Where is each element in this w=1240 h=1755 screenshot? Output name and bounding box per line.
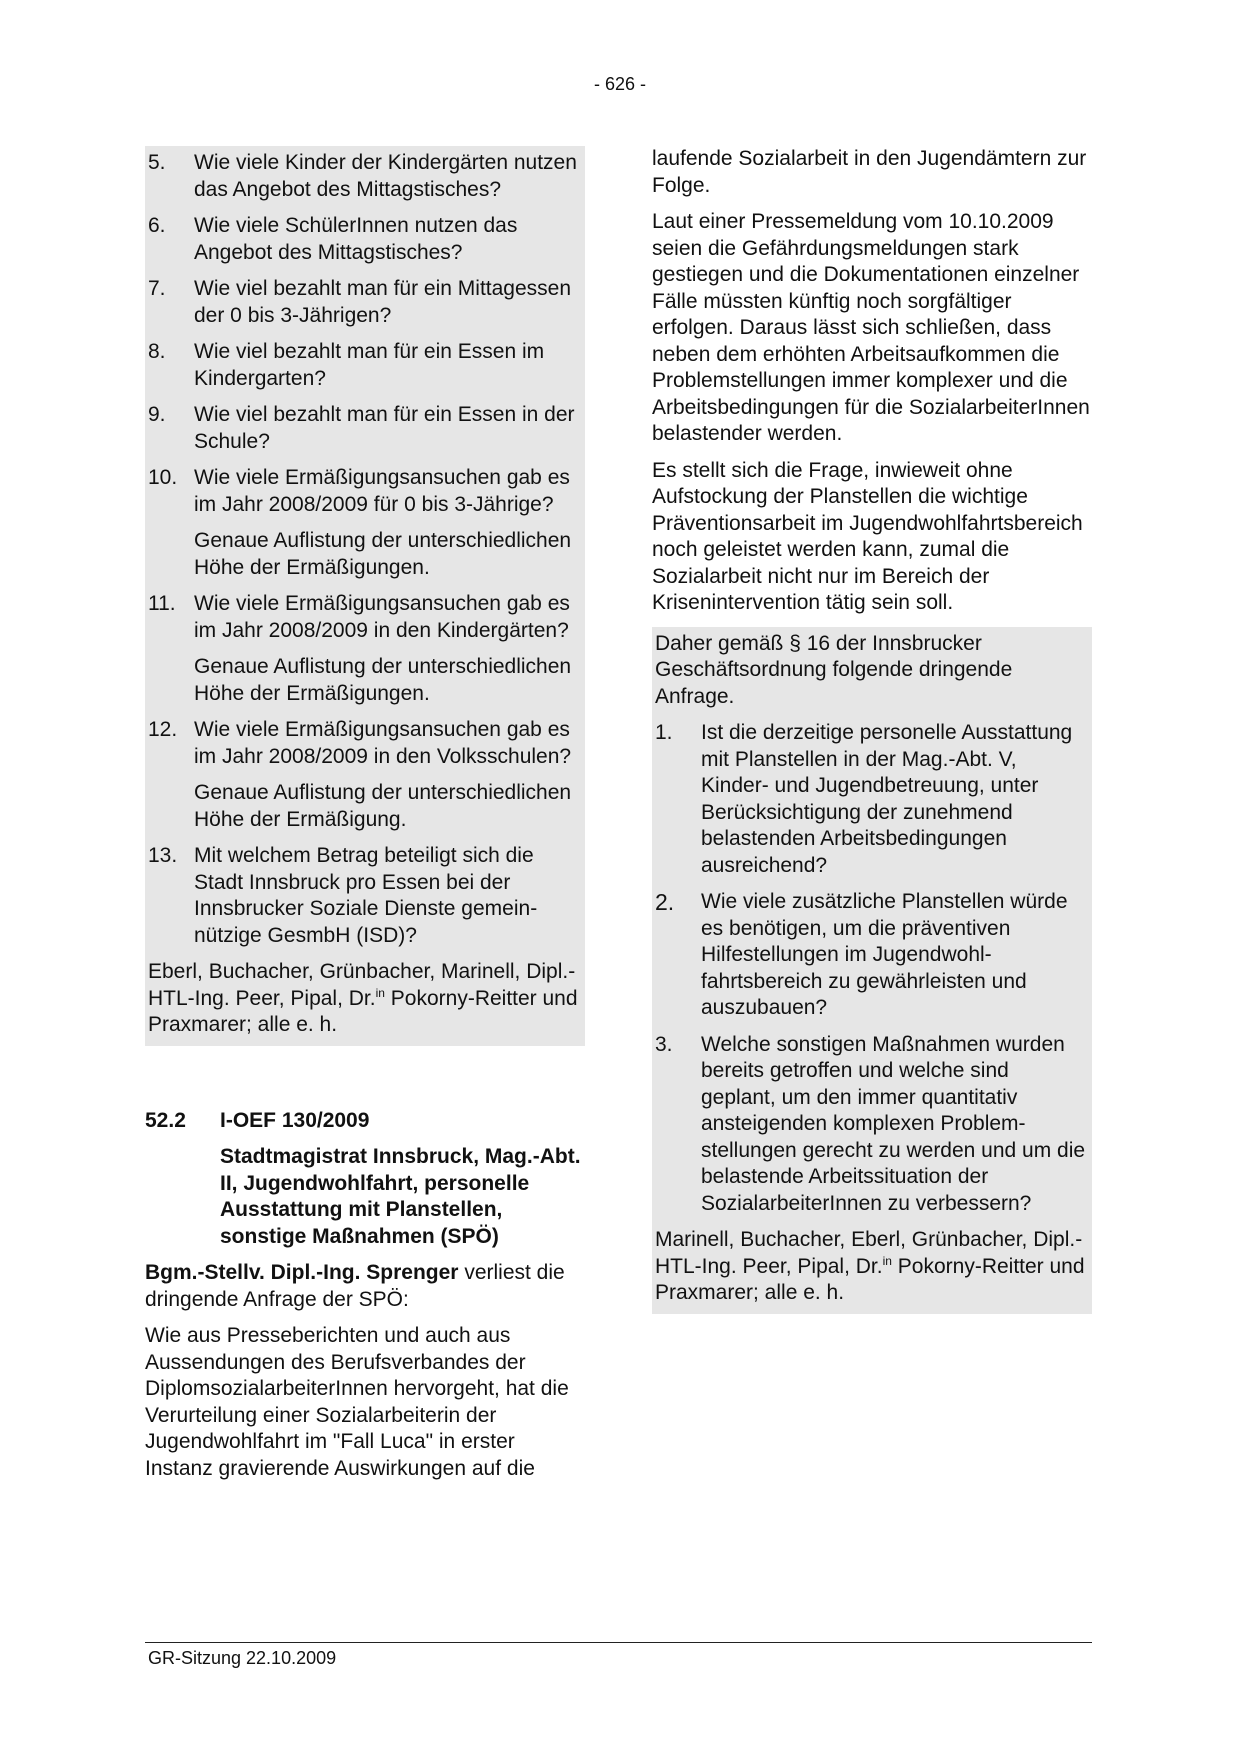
question-number: 11.: [148, 592, 176, 615]
footer-divider: [145, 1642, 1092, 1643]
question-text: Wie viel bezahlt man für ein Mittagessen der 0 bis 3-Jährigen?: [194, 277, 572, 327]
question-number: 3.: [655, 1032, 673, 1056]
speaker-action: verliest die dringende Anfrage der SPÖ:: [145, 1261, 565, 1311]
question-number: 7.: [148, 277, 166, 300]
signers-text-end: Pokorny-Reitter und Praxmarer; alle e. h.: [655, 1254, 1085, 1304]
question-number: 5.: [148, 151, 166, 174]
body-paragraph: Es stellt sich die Frage, inwieweit ohne Aufstockung der Planstellen die wichtige Präventionsarbeit im Jugendwohlfahrtsbereich noch geleistet werden kann, zumal die Sozialarbeit nicht nur im Bereich der Krisenintervention tätig sein soll.: [652, 458, 1083, 614]
signers-text: Marinell, Buchacher, Eberl, Grünbacher, Dipl.-HTL-Ing. Peer, Pipal, Dr.: [655, 1228, 1083, 1278]
question-text: Wie viele Ermäßigungsansuchen gab es im Jahr 2008/2009 in den Volksschulen?: [194, 718, 572, 768]
question-text: Ist die derzeitige personelle Ausstattung mit Planstellen in der Mag.-Abt. V, Kinder- und Jugendbetreuung, unter Berücksichtigung der zunehmend belastenden Arbeitsbedingungen ausreichend?: [701, 721, 1073, 877]
question-item: [148, 339, 585, 392]
right-question-block: [652, 627, 1092, 1314]
body-paragraph: Wie aus Presseberichten und auch aus Aussendungen des Berufsverbandes der DiplomsozialarbeiterInnen hervorgeht, hat die Verurteilung einer Sozialarbeiterin der Jugendwohlfahrt im "Fall Luca" in erster Instanz gravierende Auswirkungen auf die: [145, 1324, 569, 1480]
left-signers: [148, 959, 585, 1039]
question-item: [655, 889, 1088, 1022]
inquiry-intro: Daher gemäß § 16 der Innsbrucker Geschäftsordnung folgende dringende Anfrage.: [655, 631, 1013, 708]
question-number: 1.: [655, 721, 673, 744]
agenda-item-code: I-OEF 130/2009: [220, 1108, 370, 1132]
question-number: 13.: [148, 844, 178, 867]
question-item: [655, 1032, 1088, 1218]
left-column: [145, 146, 585, 1492]
right-signers: [655, 1227, 1088, 1307]
question-text: Wie viele Ermäßigungsansuchen gab es im Jahr 2008/2009 in den Kindergärten?: [194, 592, 570, 642]
question-text: Wie viele Kinder der Kindergärten nutzen das Angebot des Mittagstisches?: [194, 151, 577, 201]
question-number: 2.: [655, 889, 675, 915]
speaker-name: Bgm.-Stellv. Dipl.-Ing. Sprenger: [145, 1261, 459, 1284]
agenda-item-number: 52.2: [145, 1108, 186, 1132]
question-number: 10.: [148, 466, 178, 489]
question-item: [148, 402, 585, 455]
question-item: [148, 276, 585, 329]
question-subnote: Genaue Auflistung der unterschiedlichen Höhe der Ermäßigungen.: [194, 529, 572, 579]
question-number: 8.: [148, 340, 166, 363]
question-item: [655, 720, 1088, 879]
question-number: 12.: [148, 718, 178, 741]
body-paragraph: laufende Sozialarbeit in den Jugendämtern zur Folge.: [652, 147, 1087, 197]
page-number: - 626 -: [593, 74, 647, 94]
question-text: Wie viele Ermäßigungsansuchen gab es im Jahr 2008/2009 für 0 bis 3-Jährige?: [194, 466, 570, 516]
body-paragraph: Laut einer Pressemeldung vom 10.10.2009 seien die Gefährdungsmeldungen stark gestiegen und die Dokumentationen einzelner Fälle müssten künftig noch sorgfältiger erfolgen. Daraus lässt sich schließen, dass neben dem erhöhten Arbeitsaufkommen die Problemstellungen immer komplexer und die Arbeitsbedingungen für die SozialarbeiterInnen belastender werden.: [652, 210, 1090, 445]
question-item: [148, 150, 585, 203]
question-text: Wie viele zusätzliche Planstellen würde es benötigen, um die präventiven Hilfestellungen im Jugendwohlfahrtsbereich zu gewährleisten und auszubauen?: [701, 890, 1068, 1019]
left-question-block: [145, 146, 585, 1046]
signers-text: Eberl, Buchacher, Grünbacher, Marinell, Dipl.-HTL-Ing. Peer, Pipal, Dr.: [148, 960, 576, 1010]
agenda-item-subtitle: Stadtmagistrat Innsbruck, Mag.-Abt. II, Jugendwohlfahrt, personelle Ausstattung mit Planstellen, sonstige Maßnahmen (SPÖ): [220, 1145, 581, 1248]
question-text: Wie viele SchülerInnen nutzen das Angebot des Mittagstisches?: [194, 214, 518, 264]
question-subnote: Genaue Auflistung der unterschiedlichen Höhe der Ermäßigung.: [194, 781, 572, 831]
signers-text-end: Pokorny-Reitter und Praxmarer; alle e. h.: [148, 986, 578, 1036]
question-text: Welche sonstigen Maßnahmen wurden bereits getroffen und welche sind geplant, um den immer quantitativ ansteigenden komplexen Problemstellungen gerecht zu werden und um die belastende Arbeitssituation der SozialarbeiterInnen zu verbessern?: [701, 1032, 1086, 1215]
question-item: [148, 717, 585, 770]
question-text: Wie viel bezahlt man für ein Essen in der Schule?: [194, 403, 575, 453]
question-item: [148, 213, 585, 266]
footer-session-date: GR-Sitzung 22.10.2009: [148, 1648, 337, 1668]
signers-superscript: in: [882, 1253, 892, 1268]
question-subnote: Genaue Auflistung der unterschiedlichen Höhe der Ermäßigungen.: [194, 655, 572, 705]
question-item: [148, 465, 585, 518]
question-number: 6.: [148, 214, 166, 237]
question-text: Mit welchem Betrag beteiligt sich die Stadt Innsbruck pro Essen bei der Innsbrucker Soziale Dienste gemeinnützige GesmbH (ISD)?: [194, 844, 538, 947]
signers-superscript: in: [375, 985, 385, 1000]
speaker-line: [145, 1260, 585, 1313]
right-column: [652, 146, 1092, 1314]
question-item: [148, 591, 585, 644]
agenda-item: [145, 1108, 585, 1483]
question-number: 9.: [148, 403, 166, 426]
agenda-item-heading: [145, 1108, 585, 1135]
question-text: Wie viel bezahlt man für ein Essen im Kindergarten?: [194, 340, 545, 390]
question-item: [148, 843, 585, 949]
